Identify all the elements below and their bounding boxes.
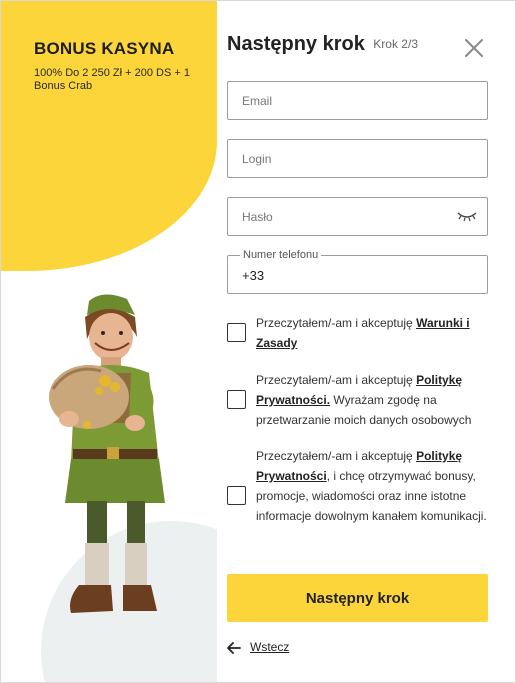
consent-text: , i chcę otrzymywać bonusy, promocje, wiadomości oraz inne istotne informacje dowolnym kanałem komunikacji.: [256, 469, 487, 523]
phone-prefix: +33: [242, 268, 265, 283]
eye-closed-icon[interactable]: [457, 211, 477, 223]
consent-marketing-text: [256, 446, 491, 526]
consent-text: Przeczytałem/-am i akceptuję: [256, 449, 417, 463]
phone-field[interactable]: [227, 249, 488, 294]
form-header: [227, 33, 497, 63]
privacy-link[interactable]: Politykę Prywatności.: [256, 373, 463, 407]
page-title: Następny krok: [227, 33, 365, 55]
consent-terms-checkbox[interactable]: [227, 323, 246, 342]
phone-label: Numer telefonu: [240, 249, 321, 261]
consent-privacy: [227, 370, 489, 430]
arrow-left-icon: [227, 641, 241, 655]
password-field[interactable]: [228, 198, 487, 235]
promo-subtitle: 100% Do 2 250 Zł + 200 DS + 1 Bonus Crab: [34, 67, 190, 92]
consent-text: Przeczytałem/-am i akceptuję: [256, 373, 417, 387]
password-field-wrapper: [227, 197, 488, 236]
login-field-wrapper: [227, 139, 488, 178]
consent-marketing-checkbox[interactable]: [227, 486, 246, 505]
consent-marketing: [227, 446, 489, 546]
form-panel: [217, 1, 516, 683]
email-field[interactable]: [228, 82, 487, 119]
promo-title: BONUS KASYNA: [34, 39, 175, 58]
consent-text: Przeczytałem/-am i akceptuję: [256, 316, 417, 330]
login-field[interactable]: [228, 140, 487, 177]
consent-text: Wyrażam zgodę na przetwarzanie moich danych osobowych: [256, 393, 472, 427]
consent-terms-text: [256, 313, 491, 353]
email-field-wrapper: [227, 81, 488, 120]
back-label: Wstecz: [250, 640, 290, 654]
consent-privacy-text: [256, 370, 491, 430]
terms-link[interactable]: Warunki i Zasady: [256, 316, 470, 350]
promo-panel: [1, 1, 217, 683]
consent-terms: [227, 313, 489, 353]
close-icon[interactable]: [463, 37, 485, 59]
next-step-button[interactable]: Następny krok: [227, 574, 488, 622]
privacy-link[interactable]: Politykę Prywatności: [256, 449, 463, 483]
step-indicator: Krok 2/3: [373, 37, 418, 51]
mascot-illustration: [31, 293, 191, 638]
consent-privacy-checkbox[interactable]: [227, 390, 246, 409]
